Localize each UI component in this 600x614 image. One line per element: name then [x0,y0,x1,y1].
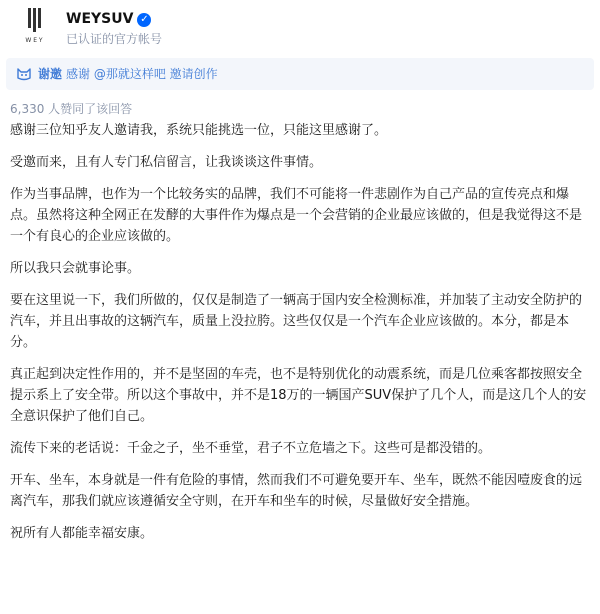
invitation-text [38,66,218,82]
author-name-text[interactable]: WEYSUV [66,11,134,27]
author-header [8,4,592,48]
author-description: 已认证的官方帐号 [66,32,163,46]
answer-paragraph: 流传下来的老话说：千金之子，坐不垂堂，君子不立危墙之下。这些可是都没错的。 [10,441,492,456]
verified-badge-icon: ✓ [137,13,151,27]
cat-icon [16,66,32,82]
invitation-label: 谢邀 [38,67,63,81]
author-name[interactable] [66,10,151,28]
author-avatar[interactable] [16,6,52,46]
invitation-message[interactable]: 感谢 @那就这样吧 邀请创作 [66,67,218,81]
answer-paragraph: 作为当事品牌，也作为一个比较务实的品牌，我们不可能将一件悲剧作为自己产品的宣传亮点和爆点。虽然将这种全网正在发酵的大事件作为爆点是一个会营销的企业最应该做的，但是我觉得这不是一个有良心的企业应该做的。 [10,187,583,244]
svg-text:W E Y: W E Y [25,37,43,44]
answer-paragraph: 真正起到决定性作用的，并不是坚固的车壳，也不是特别优化的动震系统，而是几位乘客都按照安全提示系上了安全带。所以这个事故中，并不是18万的一辆国产SUV保护了几个人，而是这几个人的安全意识保护了他们自己。 [10,367,587,424]
invitation-banner [6,58,594,90]
wey-logo-icon [16,6,52,46]
answer-paragraph: 受邀而来，且有人专门私信留言，让我谈谈这件事情。 [10,155,323,170]
answer-paragraph: 感谢三位知乎友人邀请我，系统只能挑选一位，只能这里感谢了。 [10,123,388,138]
answer-paragraph: 开车、坐车，本身就是一件有危险的事情，然而我们不可避免要开车、坐车，既然不能因噎废食的远离汽车，那我们就应该遵循安全守则，在开车和坐车的时候，尽量做好安全措施。 [10,473,583,509]
answer-paragraph: 所以我只会就事论事。 [10,261,141,276]
answer-content [10,120,592,555]
answer-paragraph: 祝所有人都能幸福安康。 [10,526,154,541]
upvote-count: 6,330 人赞同了该回答 [10,102,133,116]
answer-paragraph: 要在这里说一下，我们所做的，仅仅是制造了一辆高于国内安全检测标准，并加装了主动安全防护的汽车，并且出事故的这辆汽车，质量上没拉胯。这些仅仅是一个汽车企业应该做的。本分，都是本分。 [10,293,583,350]
